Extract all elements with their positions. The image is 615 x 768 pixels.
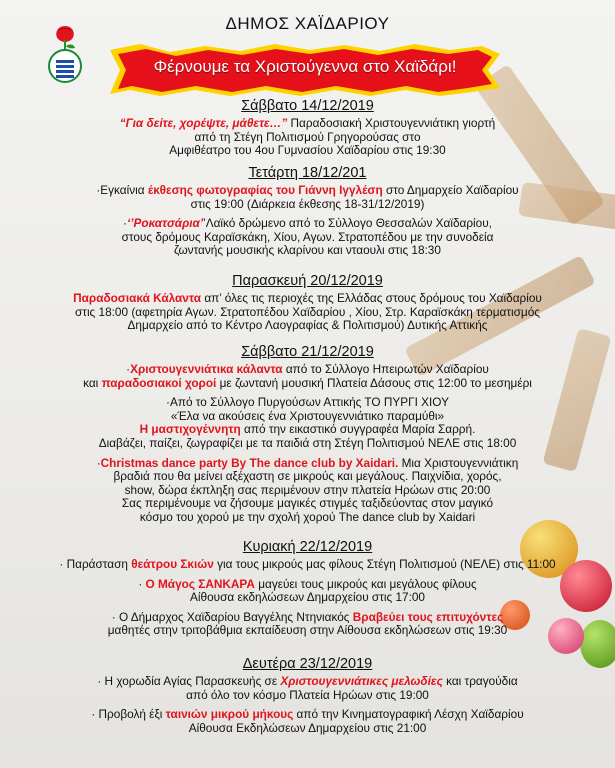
event-text: «Έλα να ακούσεις ένα Χριστουγεννιάτικο παραμύθι» [170,408,445,423]
event-line [0,437,615,451]
event-text: · Η χορωδία Αγίας Παρασκευής σε [97,674,281,688]
event-text: στις 18:00 (αφετηρία Αγων. Στρατοπέδου Χαϊδαρίου , Χίου, Στρ. Καραϊσκάκη τερματισμός [75,304,540,319]
event-text: μαγεύει τους μικρούς και μεγάλους φίλους [254,576,477,591]
event-text: και τραγούδια [442,674,518,688]
event-text: ·Από το Σύλλογο Πυργούσων Αττικής ΤΟ ΠΥΡΓΙ ΧΙΟΥ [166,395,449,410]
event-text: ’Λαϊκό δρώμενο από το Σύλλογο Θεσσαλών Χαϊδαρίου, [203,216,492,231]
highlight-text: έκθεσης φωτογραφίας του Γιάννη Ιγγλέση [147,183,383,197]
event-line [0,423,615,437]
event-line [0,591,615,605]
event-line [0,708,615,722]
event-line [0,198,615,212]
event-line [0,624,615,638]
event-text: Αμφιθέατρο του 4ου Γυμνασίου Χαϊδαρίου στις 19:30 [169,143,446,158]
event-item [0,675,615,702]
event-line [0,231,615,245]
event-text: ·Εγκαίνια [96,183,148,197]
event-text: · [126,362,131,376]
event-text: Σας περιμένουμε να ζήσουμε μαγικές στιγμές ταξιδεύοντας στον μαγικό [121,496,494,511]
event-text: από την εικαστικό συγγραφέα Μαρία Σαρρή. [240,422,476,437]
event-item [0,611,615,638]
day-section [0,656,615,735]
event-line [0,611,615,625]
highlight-text: παραδοσιακοί χοροί [101,375,217,390]
highlight-text: ταινιών μικρού μήκους [165,707,294,722]
event-text: Δημαρχείο από το Κέντρο Λαογραφίας & Πολιτισμού) Δυτικής Αττικής [127,318,488,333]
event-text: από την Κινηματογραφική Λέσχη Χαϊδαρίου [293,707,524,722]
event-date: Τετάρτη 18/12/201 [248,165,367,181]
event-line [0,131,615,145]
event-text: για τους μικρούς μας φίλους Στέγη Πολιτισμού (ΝΕΛΕ) στις 11:00 [213,557,556,571]
event-line [0,558,615,572]
day-section [0,539,615,638]
event-text: στους δρόμους Καραϊσκάκη, Χίου, Αγων. Στρατοπέδου με την συνοδεία [121,229,494,244]
headline-banner [110,44,500,96]
event-line [0,457,615,471]
banner-text: Φέρνουμε τα Χριστούγεννα στο Χαϊδάρι! [153,57,457,76]
event-line [0,497,615,511]
event-text: · Ο Δήμαρχος Χαϊδαρίου Βαγγέλης Ντηνιακός [111,609,353,624]
event-item [0,578,615,605]
event-text: · Παράσταση [59,557,132,571]
event-text: κόσμο του χορού με την σχολή χορού The dance club by Xaidari [139,509,476,524]
event-text: και [83,375,102,390]
event-line [0,377,615,391]
event-line [0,410,615,424]
event-item [0,558,615,572]
event-text: · Προβολή έξι [91,707,166,722]
event-text: ζωντανής μουσικής κλαρίνου και νταουλι στις 18:30 [174,243,441,258]
day-section [0,273,615,333]
event-text: Διαβάζει, παίζει, ζωγραφίζει με τα παιδιά στη Στέγη Πολιτισμού ΝΕΛΕ στις 18:00 [98,435,517,450]
event-text: μαθητές στην τριτοβάθμια εκπαίδευση στην Αίθουσα εκδηλώσεων στις 19:30 [107,623,508,638]
event-line [0,689,615,703]
highlight-text: Η μαστιχογέννητη [139,422,241,437]
event-text: Παραδοσιακή Χριστουγεννιάτικη γιορτή [287,116,496,130]
event-line [0,722,615,736]
highlight-text: Παραδοσιακά Κάλαντα [73,291,202,305]
event-text: στο Δημαρχείο Χαϊδαρίου [382,183,519,197]
event-line [0,117,615,131]
event-text: Αίθουσα Εκδηλώσεων Δημαρχείου στις 21:00 [188,720,427,735]
event-item [0,363,615,390]
day-section [0,98,615,158]
event-text: Μια Χριστουγεννιάτικη [398,455,519,470]
event-item [0,217,615,258]
highlight-text: ‘’Ροκατσάρια’ [126,216,204,231]
day-section [0,344,615,525]
event-text: Αίθουσα εκδηλώσεων Δημαρχείου στις 17:00 [190,590,425,605]
event-text: από τη Στέγη Πολιτισμού Γρηγορούσας στο [194,129,421,144]
event-text: με ζωντανή μουσική Πλατεία Δάσους στις 12:00 το μεσημέρι [216,375,532,390]
event-line [0,484,615,498]
event-line [0,470,615,484]
event-date: Παρασκευή 20/12/2019 [232,273,383,289]
event-text: · [96,455,101,470]
event-text: · [123,216,127,231]
highlight-text: θεάτρου Σκιών [131,557,214,571]
event-text: show, δώρα έκπληξη σας περιμένουν στην πλατεία Ηρώων στις 20:00 [124,482,491,497]
event-line [0,363,615,377]
page-title: ΔΗΜΟΣ ΧΑΪΔΑΡΙΟΥ [225,14,390,33]
event-item [0,184,615,211]
highlight-text: Βραβεύει τους επιτυχόντες [352,609,504,624]
event-text: απ’ όλες τις περιοχές της Ελλάδας στους δρόμους του Χαϊδαρίου [201,291,542,305]
event-line [0,144,615,158]
event-item [0,292,615,333]
event-line [0,511,615,525]
event-text: βραδιά που θα μείνει αξέχαστη σε μικρούς και μεγάλους. Παιχνίδια, χορός, [113,469,502,484]
event-item [0,396,615,450]
event-line [0,184,615,198]
event-date: Δευτέρα 23/12/2019 [242,656,373,672]
highlight-text: Χριστουγεννιάτικες μελωδίες [280,674,443,688]
event-line [0,396,615,410]
event-line [0,319,615,333]
event-date: Σάββατο 21/12/2019 [241,344,374,360]
day-section [0,165,615,258]
event-text: από το Σύλλογο Ηπειρωτών Χαϊδαρίου [282,362,489,376]
event-item [0,457,615,525]
event-text: στις 19:00 (Διάρκεια έκθεσης 18-31/12/2019) [190,196,425,211]
event-item [0,117,615,158]
event-line [0,244,615,258]
highlight-text: Ο Μάγος ΣΑΝΚΑΡΑ [145,576,255,591]
event-line [0,217,615,231]
highlight-text: Christmas dance party By The dance club by Xaidari. [100,455,399,470]
highlight-text: “Για δείτε, χορέψτε, μάθετε…” [119,116,288,130]
event-line [0,292,615,306]
event-item [0,708,615,735]
event-line [0,578,615,592]
event-text: από όλο τον κόσμο Πλατεία Ηρώων στις 19:00 [186,687,429,702]
event-line [0,306,615,320]
event-text: · [138,576,146,591]
event-date: Κυριακή 22/12/2019 [242,539,373,555]
event-date: Σάββατο 14/12/2019 [241,98,374,114]
highlight-text: Χριστουγεννιάτικα κάλαντα [130,362,283,376]
event-line [0,675,615,689]
